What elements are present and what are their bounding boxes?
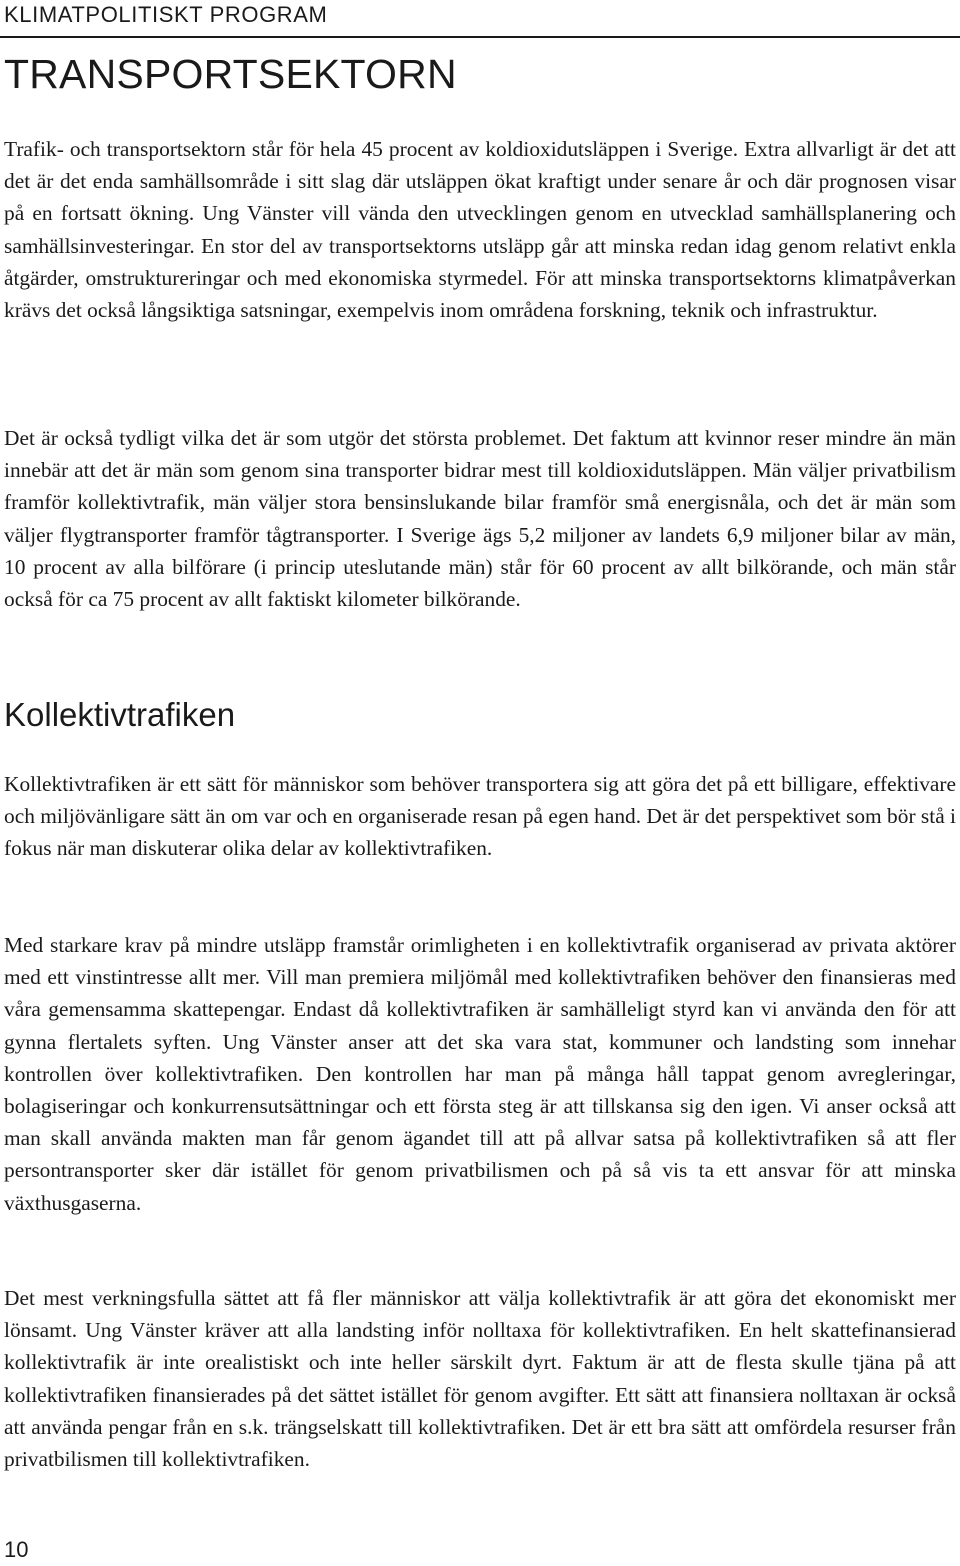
section-paragraph-3: Det mest verkningsfulla sättet att få fler människor att välja kollektivtrafik är att göra det ekonomiskt mer lönsamt. Ung Vänster kräver att alla landsting inför nolltaxa för kollektivtrafiken. En helt skattefinansierad kollektivtrafik är inte orealistiskt och inte heller särskilt dyrt. Faktum är att de flesta skulle tjäna på att kollektivtrafiken finansierades på det sättet istället för genom avgifter. Ett sätt att finansiera nolltaxan är också att använda pengar från en s.k. trängselskatt till kollektivtrafiken. Det är ett bra sätt att omfördela resurser från privatbilismen till kollektivtrafiken. — [4, 1286, 956, 1472]
header-rule — [0, 36, 960, 38]
page-title: TRANSPORTSEKTORN — [4, 51, 457, 97]
section-heading-kollektivtrafiken: Kollektivtrafiken — [4, 696, 236, 733]
section-paragraph-2: Med starkare krav på mindre utsläpp framstår orimligheten i en kollektivtrafik organiserad av privata aktörer med ett vinstintresse allt mer. Vill man premiera miljömål med kollektivtrafiken behöver den finansieras med våra gemensamma skattepengar. Endast då kollektivtrafiken är samhälleligt styrd kan vi använda den för att gynna flertalets syften. Ung Vänster anser att det ska vara stat, kommuner och landsting som innehar kontrollen över kollektivtrafiken. Den kontrollen har man på många håll tappat genom avregleringar, bolagiseringar och konkurrensutsättningar och ett första steg är att tillskansa sig den igen. Vi anser också att man skall använda makten man får genom ägandet till att på allvar satsa på kollektivtrafiken så att fler persontransporter sker där istället för genom privatbilismen och på så vis ta ett ansvar för att minska växthusgaserna. — [4, 933, 956, 1215]
intro-paragraph-2: Det är också tydligt vilka det är som utgör det största problemet. Det faktum att kvinnor reser mindre än män innebär att det är män som genom sina transporter bidrar mest till koldioxidutsläppen. Män väljer privatbilism framför kollektivtrafik, män väljer stora bensinslukande bilar framför små energisnåla, och det är män som väljer flygtransporter framför tågtransporter. I Sverige ägs 5,2 miljoner av landets 6,9 miljoner bilar av män, 10 procent av alla bilförare (i princip uteslutande män) står för 60 procent av allt bilkörande, och män står också för ca 75 procent av allt faktiskt kilometer bilkörande. — [4, 426, 956, 612]
intro-paragraph-1: Trafik- och transportsektorn står för hela 45 procent av koldioxidutsläppen i Sverige. Extra allvarligt är det att det är det enda samhällsområde i sitt slag där utsläppen ökat kraftigt under senare år och där prognosen visar på en fortsatt ökning. Ung Vänster vill vända den utvecklingen genom en utvecklad samhällsplanering och samhällsinvesteringar. En stor del av transportsektorns utsläpp går att minska redan idag genom relativt enkla åtgärder, omstruktureringar och med ekonomiska styrmedel. För att minska transportsektorns klimatpåverkan krävs det också långsiktiga satsningar, exempelvis inom områdena forskning, teknik och infrastruktur. — [4, 137, 956, 323]
page-number: 10 — [4, 1537, 29, 1562]
section-paragraph-1: Kollektivtrafiken är ett sätt för människor som behöver transportera sig att göra det på ett billigare, effektivare och miljövänligare sätt än om var och en organiserade resan på egen hand. Det är det perspektivet som bör stå i fokus när man diskuterar olika delar av kollektivtrafiken. — [4, 772, 956, 861]
running-header: KLIMATPOLITISKT PROGRAM — [4, 2, 328, 27]
